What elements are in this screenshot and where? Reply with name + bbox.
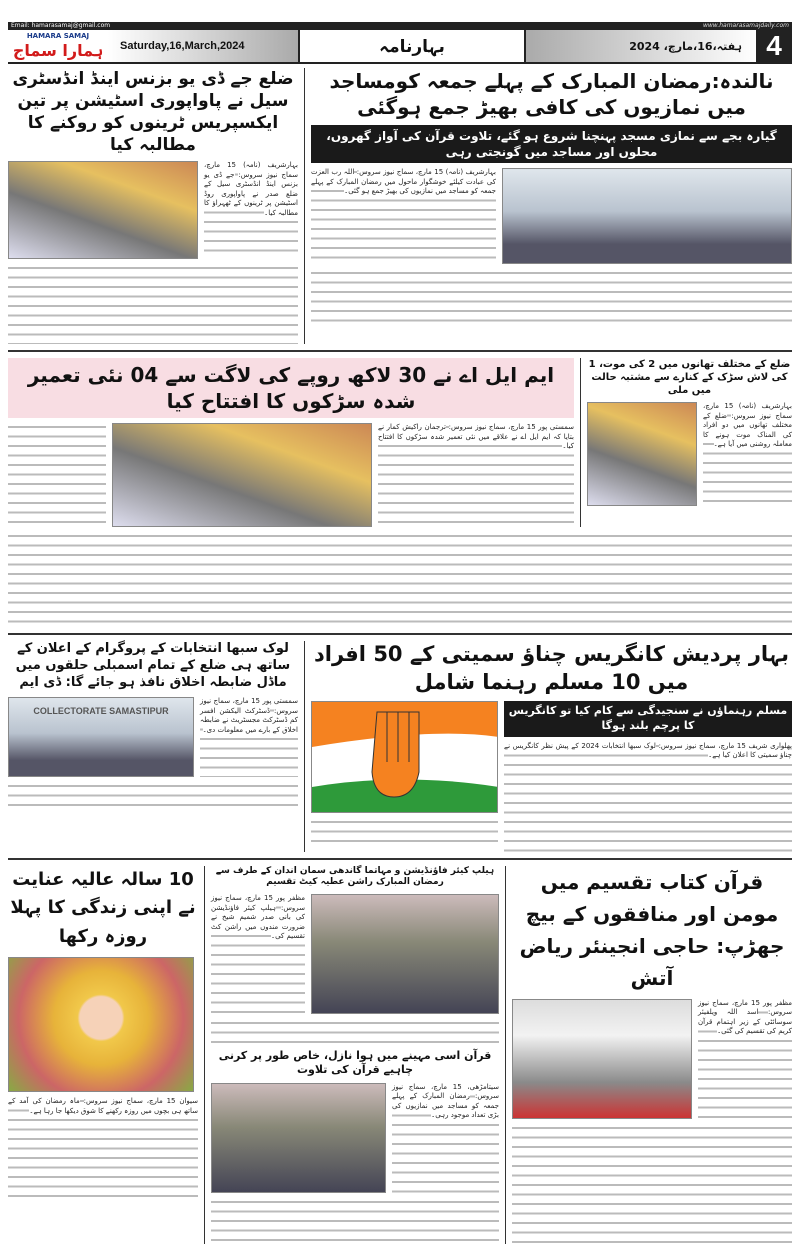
body-text: اسد اللہ ویلفیئر سوسائٹی کے زیر اہتمام قرآن کریم کی تقسیم کی گئی۔ — [698, 1008, 792, 1036]
article-congress-media — [311, 701, 792, 852]
article-first-fast — [8, 866, 198, 1197]
headline-jdu-business-cell: ضلع جے ڈی یو بزنس اینڈ انڈسٹری سیل نے پاواپوری اسٹیشن پر تین ایکسپریس ٹرینوں کو روکنے کا مطالبہ کیا — [12, 69, 294, 156]
article-congress-text-col — [504, 701, 792, 852]
article-ration-media — [211, 894, 499, 1014]
article-jdu — [8, 68, 298, 344]
logo-urdu: ہمارا سماج — [12, 41, 104, 60]
column-rule — [204, 866, 205, 1244]
article-body — [311, 818, 498, 848]
article-deaths — [587, 358, 792, 506]
quran-distribution-photo — [512, 999, 692, 1119]
congress-hand-symbol-image — [311, 701, 498, 813]
article-body — [8, 532, 792, 627]
article-body — [8, 1097, 198, 1197]
body-text: ماہ رمضان کی آمد کے ساتھ ہی بچوں میں روزہ رکھنے کا شوق دیکھا جا رہا ہے۔ — [8, 1097, 198, 1115]
date-urdu: ہفتہ،16،مارچ، 2024 — [526, 30, 756, 62]
article-model-code-media — [8, 697, 298, 777]
section-divider — [8, 633, 792, 635]
article-mla-roads — [8, 358, 574, 527]
article-body — [703, 402, 792, 506]
body-text: لوک سبھا انتخابات 2024 کے پیش نظر کانگریس نے چناؤ سمیتی کا اعلان کیا ہے۔ — [504, 741, 792, 760]
ration-kit-photo — [311, 894, 499, 1014]
article-body — [512, 1124, 792, 1244]
headline-nalanda-ramadan: نالندہ:رمضان المبارک کے پہلے جمعہ کومساجد میں نمازیوں کی کافی بھیڑ جمع ہوگئی — [329, 69, 774, 119]
body-text: جے ڈی یو بزنس اینڈ انڈسٹری سیل کے ضلع صدر نے پاواپوری روڈ اسٹیشن پر ٹرینوں کے ٹھہراؤ کا مطالبہ کیا۔ — [204, 170, 298, 217]
article-congress-image-col — [311, 701, 498, 848]
jdu-memorandum-photo — [8, 161, 198, 259]
byline: مظفر پور 15 مارچ، سماج نیوز سروس: — [211, 894, 306, 912]
column-rule — [304, 641, 305, 851]
date-english: Saturday,16,March,2024 — [108, 30, 298, 62]
article-body — [211, 1198, 499, 1243]
headline-first-fast: 10 سالہ عالیہ عنایت نے اپنی زندگی کا پہلا روزہ رکھا — [10, 868, 196, 948]
collectorate-photo — [8, 697, 194, 777]
photo-caption: COLLECTORATE SAMASTIPUR — [33, 706, 169, 717]
headline-deaths: ضلع کے مختلف تھانوں میں 2 کی موت، 1 کی لاش سڑک کے کنارے سے مشتبہ حالت میں ملی — [588, 359, 791, 397]
body-text: ضلع کے مختلف تھانوں میں دو افراد کی المناک موت ہونے کا معاملہ روشنی میں آیا ہے۔ — [703, 411, 792, 449]
section-elections — [8, 641, 792, 851]
byline: بہارشریف (نامہ) 15 مارچ، سماج نیوز سروس: — [356, 168, 496, 177]
byline: سمستی پور 15 مارچ، سماج نیوز سروس: — [200, 697, 298, 715]
section-title: بہارنامہ — [298, 30, 526, 62]
headline-model-code: لوک سبھا انتخابات کے پروگرام کے اعلان کے ساتھ ہی ضلع کے تمام اسمبلی حلقوں میں ماڈل ضابطہ اخلاق نافذ ہو جائے گا: ڈی ایم — [15, 641, 291, 691]
mosque-interior-photo — [211, 1083, 386, 1193]
article-body — [8, 782, 298, 812]
article-body — [8, 423, 106, 527]
masthead-website: www.hamarasamajdaily.com — [702, 22, 789, 29]
article-congress — [311, 641, 792, 851]
body-text: رمضان المبارک کے پہلے جمعہ کو مساجد میں نمازیوں کی بڑی تعداد موجود رہی۔ — [392, 1092, 499, 1120]
article-nalanda — [311, 68, 792, 329]
article-quran-distribution — [512, 866, 792, 1244]
body-text: ترجمان راکیش کمار نے بتایا کہ ایم ایل اے نے علاقے میں نئی تعمیر شدہ سڑکوں کا افتتاح کیا۔ — [378, 423, 574, 451]
article-body — [200, 697, 298, 777]
article-body — [8, 264, 298, 344]
article-deaths-media — [587, 402, 792, 506]
section-roads — [8, 358, 792, 527]
headline-band — [8, 358, 574, 418]
headline-congress-committee: بہار پردیش کانگریس چناؤ سمیتی کے 50 افراد میں 10 مسلم رہنما شامل — [314, 642, 789, 694]
body-text: ہیلپ کیئر فاؤنڈیشن کی بانی صدر شمیم شیخ نے ضرورت مندوں میں راشن کٹ تقسیم کی۔ — [211, 903, 305, 941]
girl-portrait-photo — [8, 957, 194, 1092]
section-divider — [8, 858, 792, 860]
headline-quran-recitation: قرآن اسی مہینے میں ہوا نازل، خاص طور پر کرنی چاہیے قرآن کی تلاوت — [218, 1049, 492, 1077]
byline: مظفر پور 15 مارچ، سماج نیوز سروس: — [698, 998, 792, 1017]
congress-hand-icon — [312, 702, 498, 813]
byline: پھلواری شریف 15 مارچ، سماج نیوز سروس: — [658, 741, 792, 750]
byline: سیتامڑھی، 15 مارچ، سماج نیوز سروس: — [392, 1082, 499, 1101]
byline: بہارشریف (نامہ) 15 مارچ، سماج نیوز سروس: — [703, 402, 792, 420]
headline-mla-roads: ایم ایل اے نے 30 لاکھ روپے کی لاگت سے 04 نئی تعمیر شدہ سڑکوں کا افتتاح کیا — [27, 363, 555, 414]
mosque-prayer-photo — [502, 168, 792, 264]
article-body — [204, 161, 298, 259]
column-rule — [580, 358, 581, 527]
body-text: اللہ رب العزت کی عبادت کیلئے خوشگوار ماحول میں رمضان المبارک کے پہلے جمعہ کو مساجد میں نمازیوں کی بھیڑ جمع ہو گئی۔ — [311, 168, 496, 196]
byline: بہارشریف (نامہ) 15 مارچ، سماج نیوز سروس: — [204, 161, 298, 179]
newspaper-logo — [8, 30, 108, 62]
headline-quran-distribution: قرآن کتاب تقسیم میں مومن اور منافقوں کے بیچ جھڑپ: حاجی انجینئر ریاض آتش — [519, 869, 785, 990]
road-inauguration-photo — [112, 423, 372, 527]
article-recitation-media — [211, 1083, 499, 1193]
subhead-congress: مسلم رہنماؤں نے سنجیدگی سے کام کیا تو کانگریس کا پرچم بلند ہوگا — [504, 701, 792, 737]
headline-ration-kit: ہیلپ کیئر فاؤنڈیشن و مہاتما گاندھی سمان اندان کے طرف سے رمضان المبارک راشن عطیہ کیٹ تقسیم — [215, 865, 495, 888]
article-body — [392, 1083, 499, 1193]
logo-english: HAMARA SAMAJ — [26, 32, 90, 40]
section-bottom — [8, 866, 792, 1244]
byline: سیوان 15 مارچ، سماج نیوز سروس: — [83, 1097, 199, 1106]
column-rule — [505, 866, 506, 1244]
article-body — [698, 999, 792, 1119]
section-top — [8, 68, 792, 344]
article-body — [311, 168, 496, 264]
article-body — [378, 423, 574, 527]
masthead-email: Email: hamarasamaj@gmail.com — [11, 22, 111, 29]
page-number: 4 — [756, 30, 792, 62]
road-group-photo — [587, 402, 697, 506]
column-rule — [304, 68, 305, 344]
article-model-code — [8, 641, 298, 812]
article-body — [211, 1019, 499, 1044]
masthead — [8, 30, 792, 64]
article-middle-col — [211, 866, 499, 1243]
section-divider — [8, 350, 792, 352]
subhead-nalanda: گیارہ بجے سے نمازی مسجد پہنچنا شروع ہو گئے، تلاوت قرآن کی آواز گھروں، محلوں اور مساجد میں گونجتی رہی — [311, 125, 792, 163]
byline: سمستی پور 15 مارچ، سماج نیوز سروس: — [448, 423, 574, 432]
body-text: ڈسٹرکٹ الیکشن افسر کم ڈسٹرکٹ مجسٹریٹ نے ضابطہ اخلاق کے بارے میں معلومات دی۔ — [200, 706, 298, 734]
article-quran-media — [512, 999, 792, 1119]
article-body — [311, 269, 792, 329]
article-body — [211, 894, 305, 1014]
article-body — [504, 742, 792, 852]
masthead-rule — [8, 22, 792, 30]
article-jdu-media — [8, 161, 298, 259]
article-nalanda-media — [311, 168, 792, 264]
article-roads-media — [8, 423, 574, 527]
